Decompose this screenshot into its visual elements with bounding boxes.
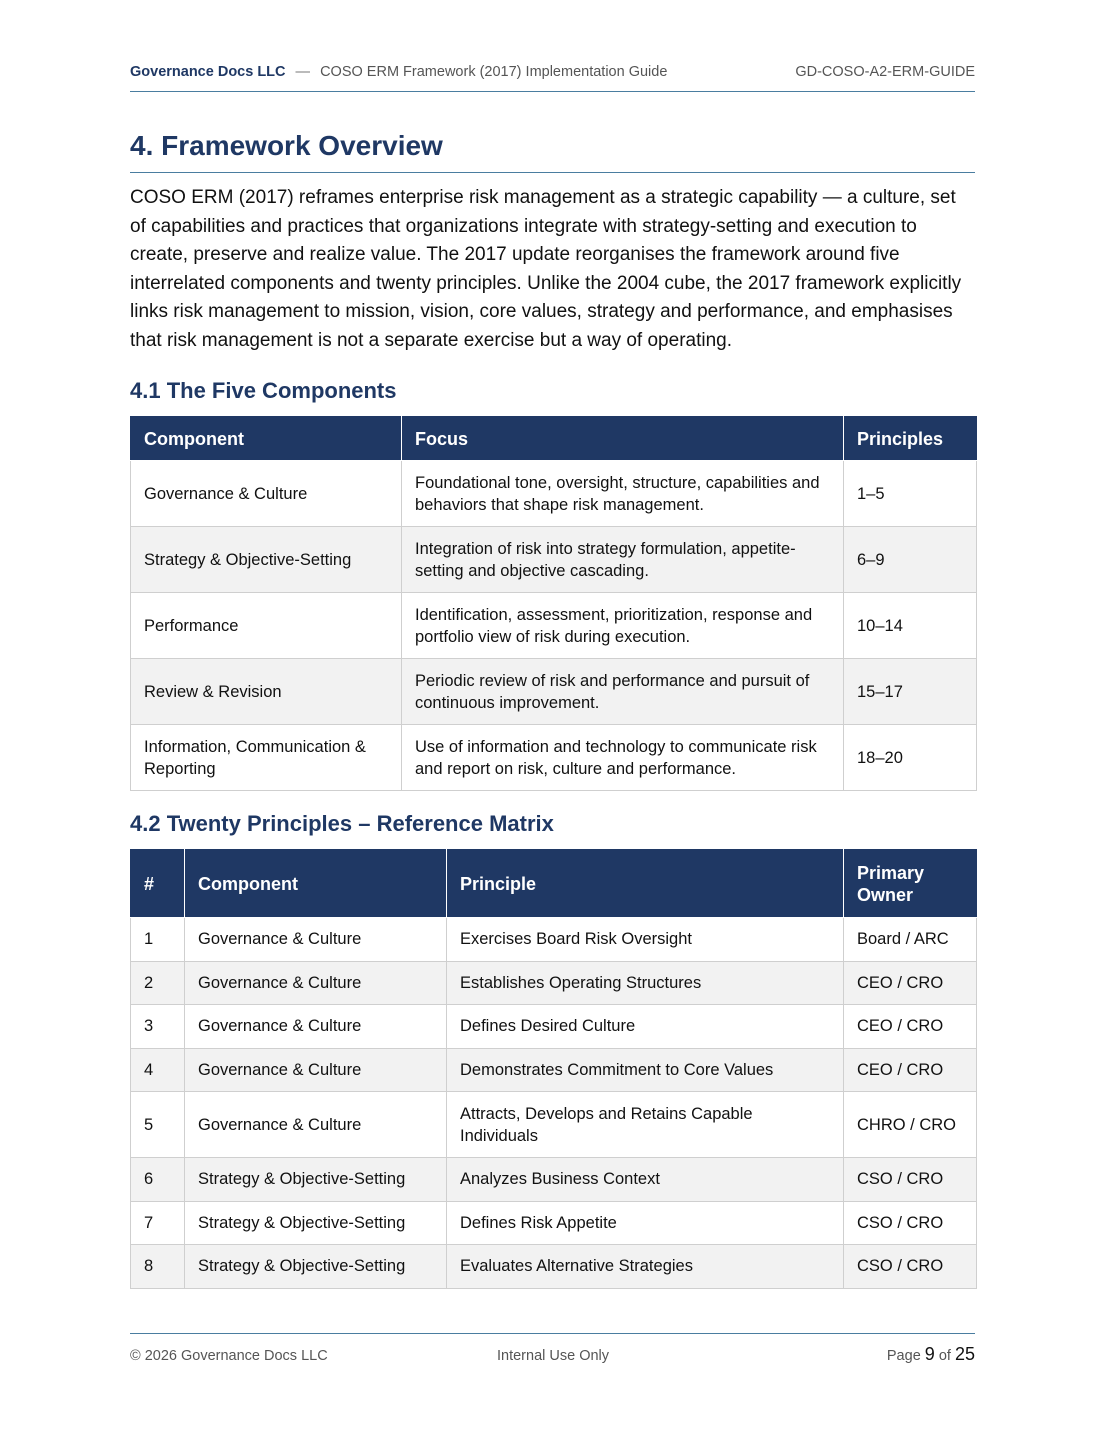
number-cell: 4 xyxy=(131,1048,185,1092)
principle-cell: Demonstrates Commitment to Core Values xyxy=(447,1048,844,1092)
principle-cell: Evaluates Alternative Strategies xyxy=(447,1245,844,1289)
component-cell: Performance xyxy=(131,593,402,659)
principle-cell: Attracts, Develops and Retains Capable Individuals xyxy=(447,1092,844,1158)
principles-cell: 15–17 xyxy=(844,659,977,725)
table-header-row xyxy=(131,417,977,461)
owner-cell: Board / ARC xyxy=(844,918,977,962)
focus-cell: Use of information and technology to communicate risk and report on risk, culture and performance. xyxy=(402,725,844,791)
component-cell: Strategy & Objective-Setting xyxy=(131,527,402,593)
focus-cell: Integration of risk into strategy formulation, appetite-setting and objective cascading. xyxy=(402,527,844,593)
table-row xyxy=(131,659,977,725)
column-header-owner: Primary Owner xyxy=(844,850,977,918)
principles-heading: 4.2 Twenty Principles – Reference Matrix xyxy=(130,811,554,836)
classification-label: Internal Use Only xyxy=(497,1348,610,1364)
table-row xyxy=(131,1245,977,1289)
table-row xyxy=(131,593,977,659)
current-page-number: 9 xyxy=(924,1344,935,1364)
component-cell: Governance & Culture xyxy=(185,1005,447,1049)
document-id: GD-COSO-A2-ERM-GUIDE xyxy=(795,64,975,80)
component-cell: Strategy & Objective-Setting xyxy=(185,1158,447,1202)
owner-cell: CEO / CRO xyxy=(844,1005,977,1049)
principle-cell: Defines Risk Appetite xyxy=(447,1201,844,1245)
component-cell: Information, Communication & Reporting xyxy=(131,725,402,791)
component-cell: Strategy & Objective-Setting xyxy=(185,1245,447,1289)
principle-cell: Defines Desired Culture xyxy=(447,1005,844,1049)
principles-cell: 1–5 xyxy=(844,461,977,527)
page-header xyxy=(130,64,975,92)
column-header-number: # xyxy=(131,850,185,918)
company-name: Governance Docs LLC xyxy=(130,64,286,80)
number-cell: 7 xyxy=(131,1201,185,1245)
table-row xyxy=(131,1158,977,1202)
owner-cell: CHRO / CRO xyxy=(844,1092,977,1158)
component-cell: Review & Revision xyxy=(131,659,402,725)
table-row xyxy=(131,961,977,1005)
principles-table xyxy=(130,849,977,1289)
focus-cell: Periodic review of risk and performance and pursuit of continuous improvement. xyxy=(402,659,844,725)
component-cell: Governance & Culture xyxy=(185,961,447,1005)
components-heading: 4.1 The Five Components xyxy=(130,378,397,403)
component-cell: Governance & Culture xyxy=(185,1092,447,1158)
table-row xyxy=(131,1048,977,1092)
table-row xyxy=(131,725,977,791)
of-label: of xyxy=(938,1348,951,1364)
intro-paragraph: COSO ERM (2017) reframes enterprise risk management as a strategic capability — a culture, set of capabilities and practices that organizations integrate with strategy-setting and execution to create, preserve and realize value. The 2017 update reorganises the framework around five interrelated components and twenty principles. Unlike the 2004 cube, the 2017 framework explicitly links risk management to mission, vision, core values, strategy and performance, and emphasises that risk management is not a separate exercise but a way of operating. xyxy=(130,187,962,351)
table-row xyxy=(131,918,977,962)
owner-cell: CEO / CRO xyxy=(844,1048,977,1092)
focus-cell: Identification, assessment, prioritization, response and portfolio view of risk during execution. xyxy=(402,593,844,659)
column-header-component: Component xyxy=(185,850,447,918)
principle-cell: Analyzes Business Context xyxy=(447,1158,844,1202)
table-header-row xyxy=(131,850,977,918)
number-cell: 8 xyxy=(131,1245,185,1289)
component-cell: Strategy & Objective-Setting xyxy=(185,1201,447,1245)
number-cell: 6 xyxy=(131,1158,185,1202)
total-pages-number: 25 xyxy=(954,1344,975,1364)
owner-cell: CEO / CRO xyxy=(844,961,977,1005)
principles-cell: 18–20 xyxy=(844,725,977,791)
owner-cell: CSO / CRO xyxy=(844,1201,977,1245)
number-cell: 3 xyxy=(131,1005,185,1049)
column-header-principles: Principles xyxy=(844,417,977,461)
copyright-text: © 2026 Governance Docs LLC xyxy=(130,1348,328,1364)
component-cell: Governance & Culture xyxy=(131,461,402,527)
page-footer xyxy=(130,1333,975,1374)
principle-cell: Establishes Operating Structures xyxy=(447,961,844,1005)
column-header-component: Component xyxy=(131,417,402,461)
guide-title: COSO ERM Framework (2017) Implementation Guide xyxy=(320,64,668,80)
components-table xyxy=(130,416,977,791)
page-label: Page xyxy=(886,1348,921,1364)
table-row xyxy=(131,1092,977,1158)
table-row xyxy=(131,461,977,527)
owner-cell: CSO / CRO xyxy=(844,1158,977,1202)
focus-cell: Foundational tone, oversight, structure, capabilities and behaviors that shape risk management. xyxy=(402,461,844,527)
principles-cell: 6–9 xyxy=(844,527,977,593)
table-row xyxy=(131,1201,977,1245)
number-cell: 2 xyxy=(131,961,185,1005)
principles-cell: 10–14 xyxy=(844,593,977,659)
component-cell: Governance & Culture xyxy=(185,1048,447,1092)
number-cell: 1 xyxy=(131,918,185,962)
table-row xyxy=(131,1005,977,1049)
owner-cell: CSO / CRO xyxy=(844,1245,977,1289)
header-separator: — xyxy=(295,64,311,80)
page-indicator xyxy=(887,1344,975,1365)
principle-cell: Exercises Board Risk Oversight xyxy=(447,918,844,962)
table-row xyxy=(131,527,977,593)
column-header-principle: Principle xyxy=(447,850,844,918)
component-cell: Governance & Culture xyxy=(185,918,447,962)
column-header-focus: Focus xyxy=(402,417,844,461)
section-title: 4. Framework Overview xyxy=(130,128,975,173)
number-cell: 5 xyxy=(131,1092,185,1158)
